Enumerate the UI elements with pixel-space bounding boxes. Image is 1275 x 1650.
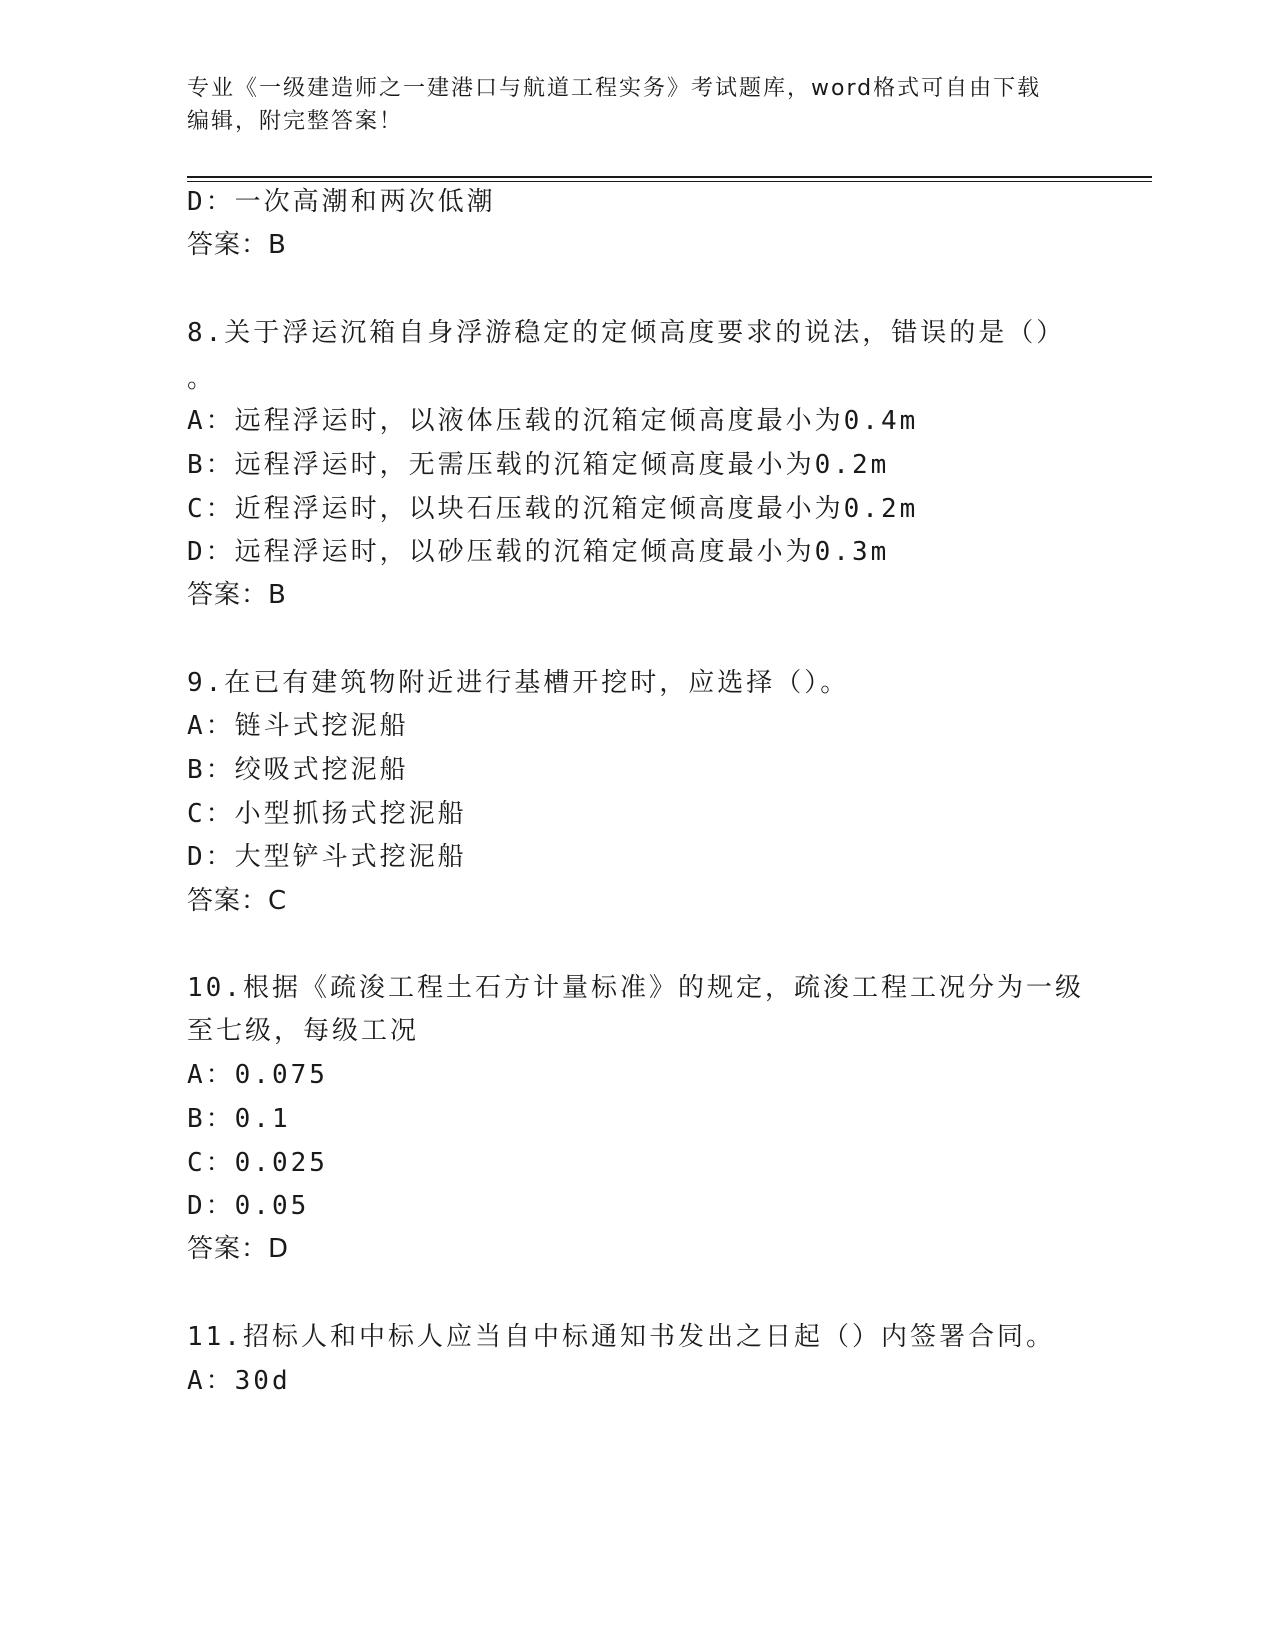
q8-option-b: B：远程浮运时，无需压载的沉箱定倾高度最小为0.2m xyxy=(187,450,890,480)
q10-stem-line-1: 10.根据《疏浚工程土石方计量标准》的规定，疏浚工程工况分为一级 xyxy=(187,973,1084,1003)
q7-option-d: D：一次高潮和两次低潮 xyxy=(187,187,496,217)
q8-stem-line-2: 。 xyxy=(187,364,217,394)
q9-stem: 9.在已有建筑物附近进行基槽开挖时，应选择（）。 xyxy=(187,668,850,698)
q9-option-b: B：绞吸式挖泥船 xyxy=(187,755,409,785)
q10-option-d: D：0.05 xyxy=(187,1191,310,1221)
q9-option-a: A：链斗式挖泥船 xyxy=(187,711,409,741)
header-line-1: 专业《一级建造师之一建港口与航道工程实务》考试题库，word格式可自由下载 xyxy=(187,76,1042,101)
q8-option-a: A：远程浮运时，以液体压载的沉箱定倾高度最小为0.4m xyxy=(187,406,919,436)
q10-stem-line-2: 至七级，每级工况 xyxy=(187,1016,420,1046)
header-line-2: 编辑，附完整答案！ xyxy=(187,109,404,134)
document-header xyxy=(187,72,1077,138)
q11-stem: 11.招标人和中标人应当自中标通知书发出之日起（）内签署合同。 xyxy=(187,1322,1055,1352)
header-divider-thin xyxy=(187,181,1152,182)
q8-option-c: C：近程浮运时，以块石压载的沉箱定倾高度最小为0.2m xyxy=(187,494,919,524)
q7-answer: 答案：B xyxy=(187,230,287,260)
q11-option-a: A：30d xyxy=(187,1366,291,1396)
q8-option-d: D：远程浮运时，以砂压载的沉箱定倾高度最小为0.3m xyxy=(187,537,890,567)
header-divider-thick xyxy=(187,176,1152,178)
q9-option-c: C：小型抓扬式挖泥船 xyxy=(187,799,467,829)
q10-option-b: B：0.1 xyxy=(187,1104,291,1134)
q8-stem-line-1: 8.关于浮运沉箱自身浮游稳定的定倾高度要求的说法，错误的是（） xyxy=(187,318,1066,348)
q10-option-c: C：0.025 xyxy=(187,1148,328,1178)
q8-answer: 答案：B xyxy=(187,580,287,610)
q9-option-d: D：大型铲斗式挖泥船 xyxy=(187,842,467,872)
q10-answer: 答案：D xyxy=(187,1234,290,1264)
q10-option-a: A：0.075 xyxy=(187,1060,328,1090)
q9-answer: 答案：C xyxy=(187,886,288,916)
